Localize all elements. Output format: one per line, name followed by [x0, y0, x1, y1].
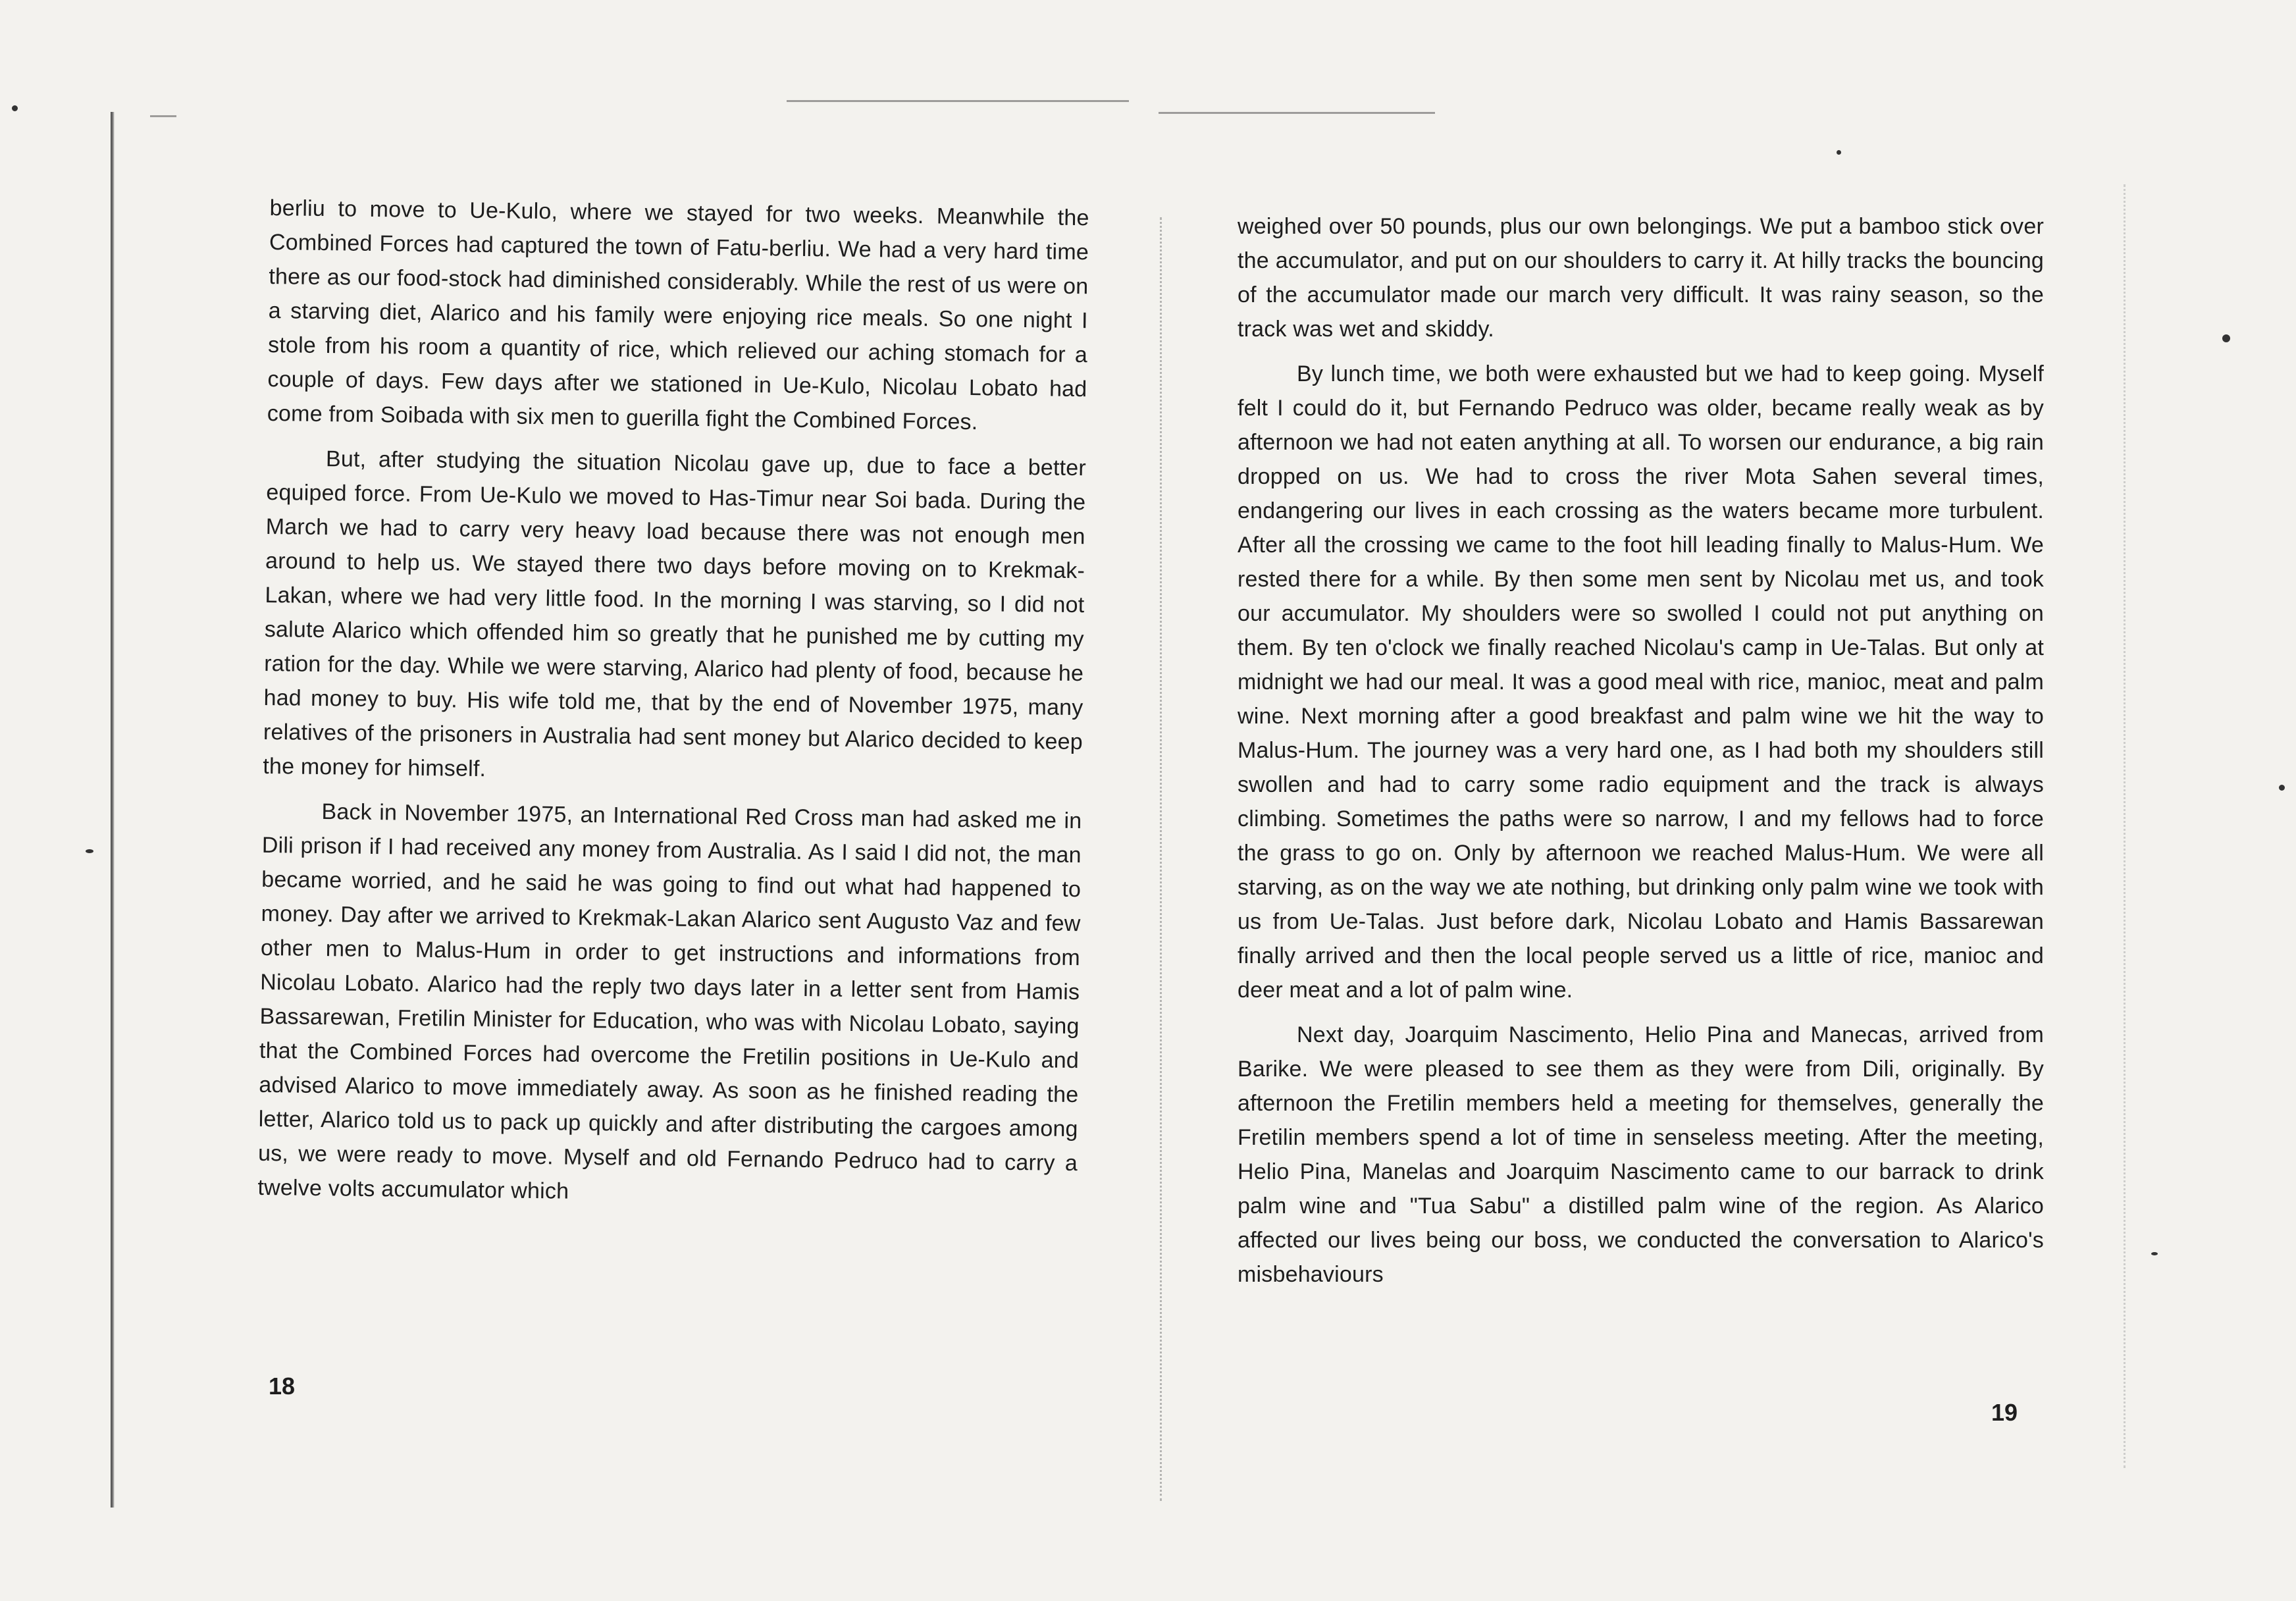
- scan-artifact: [150, 115, 176, 117]
- paragraph: Back in November 1975, an International Red Cross man had asked me in Dili prison if I had received any money from Australia. As I said I did not, the man became worried, and he said he was going to find out what had happened to money. Day after we arrived to Krekmak-Lakan Alarico sent Augusto Vaz and few other men to Malus-Hum in order to get instructions and informations from Nicolau Lobato. Alarico had the reply two days later in a letter sent from Hamis Bassarewan, Fretilin Minister for Education, who was with Nicolau Lobato, saying that the Combined Forces had overcome the Fretilin positions in Ue-Kulo and advised Alarico to move immediately away. As soon as he finished reading the letter, Alarico told us to pack up quickly and after distributing the cargoes among us, we were ready to move. Myself and old Fernando Pedruco had to carry a twelve volts accumulator which: [257, 799, 1082, 1204]
- scan-artifact: [787, 100, 1129, 102]
- left-page-text: [257, 191, 1089, 1225]
- scan-speck: [86, 849, 93, 853]
- paragraph: weighed over 50 pounds, plus our own belongings. We put a bamboo stick over the accumulator, and put on our shoulders to carry it. At hilly tracks the bouncing of the accumulator made our march very difficult. It was rainy season, so the track was wet and skiddy.: [1238, 214, 2044, 342]
- scan-speck: [2279, 785, 2285, 791]
- page-number: 19: [1991, 1399, 2018, 1426]
- scan-speck: [1837, 150, 1841, 155]
- binding-shadow: [111, 112, 115, 1508]
- right-page-text: [1238, 209, 2044, 1302]
- scan-speck: [2151, 1252, 2158, 1255]
- scan-speck: [12, 105, 18, 111]
- page-number: 18: [269, 1373, 296, 1400]
- paragraph: By lunch time, we both were exhausted but we had to keep going. Myself felt I could do it, but Fernando Pedruco was older, became really weak as by afternoon we had not eaten anything at all. To worsen our endurance, a big rain dropped on us. We had to cross the river Mota Sahen several times, endangering our lives in each crossing as the waters became more turbulent. After all the crossing we came to the foot hill leading finally to Malus-Hum. We rested there for a while. By then some men sent by Nicolau met us, and took our accumulator. My shoulders were so swolled I could not put anything on them. By ten o'clock we finally reached Nicolau's camp in Ue-Talas. But only at midnight we had our meal. It was a good meal with rice, manioc, meat and palm wine. Next morning after a good breakfast and palm wine we hit the way to Malus-Hum. The journey was a very hard one, as I had both my shoulders still swollen and had to carry some radio equipment and the track is always climbing. Sometimes the paths were so narrow, I and my fellows had to force the grass to go on. Only by afternoon we reached Malus-Hum. We were all starving, as on the way we ate nothing, but drinking only palm wine we took with us from Ue-Talas. Just before dark, Nicolau Lobato and Hamis Bassarewan finally arrived and then the local people served us a little of rice, manioc and deer meat and a lot of palm wine.: [1238, 361, 2044, 1003]
- paragraph: Next day, Joarquim Nascimento, Helio Pina and Manecas, arrived from Barike. We were pleased to see them as they were from Dili, originally. By afternoon the Fretilin members held a meeting for themselves, generally the Fretilin members spend a lot of time in senseless meeting. After the meeting, Helio Pina, Manelas and Joarquim Nascimento came to our barrack to drink palm wine and "Tua Sabu" a distilled palm wine of the region. As Alarico affected our lives being our boss, we conducted the conversation to Alarico's misbehaviours: [1238, 1022, 2044, 1287]
- gutter-line: [1160, 217, 1163, 1501]
- page-edge: [2124, 184, 2127, 1468]
- paragraph: But, after studying the situation Nicolau gave up, due to face a better equiped force. From Ue-Kulo we moved to Has-Timur near Soi bada. During the March we had to carry very heavy load because there was not enough men around to help us. We stayed there two days before moving on to Krekmak-Lakan, where we had very little food. In the morning I was starving, so I did not salute Alarico which offended him so greatly that he punished me by cutting my ration for the day. While we were starving, Alarico had plenty of food, because he had money to buy. His wife told me, that by the end of November 1975, many relatives of the prisoners in Australia had sent money but Alarico decided to keep the money for himself.: [263, 446, 1087, 782]
- paragraph: berliu to move to Ue-Kulo, where we stayed for two weeks. Meanwhile the Combined Forces had captured the town of Fatu-berliu. We had a very hard time there as our food-stock had diminished considerably. While the rest of us were on a starving diet, Alarico and his family were enjoying rice meals. So one night I stole from his room a quantity of rice, which relieved our aching stomach for a couple of days. Few days after we stationed in Ue-Kulo, Nicolau Lobato had come from Soibada with six men to guerilla fight the Combined Forces.: [267, 195, 1089, 435]
- scan-speck: [2222, 334, 2230, 342]
- scan-artifact: [1159, 112, 1435, 114]
